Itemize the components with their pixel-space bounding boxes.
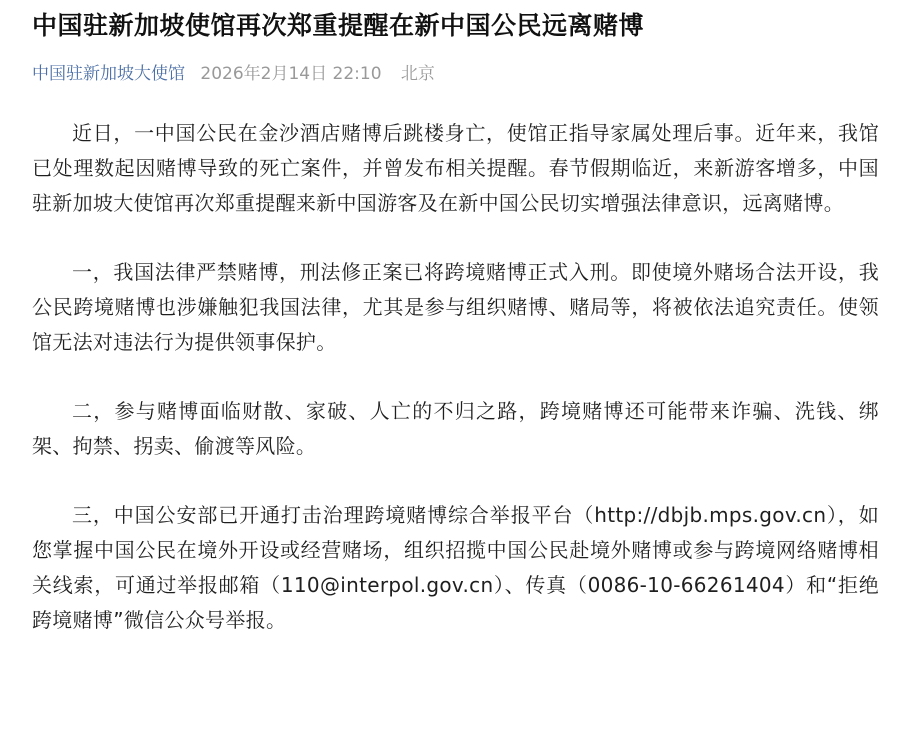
article-body: [32, 116, 879, 638]
article-title: 中国驻新加坡使馆再次郑重提醒在新中国公民远离赌博: [32, 11, 645, 40]
publish-time: 2026年2月14日 22:10: [200, 64, 382, 84]
paragraph-point-3: 三，中国公安部已开通打击治理跨境赌博综合举报平台（http://dbjb.mps.gov.cn），如您掌握中国公民在境外开设或经营赌场，组织招揽中国公民赴境外赌博或参与跨境网络赌博相关线索，可通过举报邮箱（110@interpol.gov.cn）、传真（0086-10-66261404）和“拒绝跨境赌博”微信公众号举报。: [32, 503, 879, 632]
paragraph-point-1: 一，我国法律严禁赌博，刑法修正案已将跨境赌博正式入刑。即使境外赌场合法开设，我公民跨境赌博也涉嫌触犯我国法律，尤其是参与组织赌博、赌局等，将被依法追究责任。使领馆无法对违法行为提供领事保护。: [32, 260, 879, 354]
source-link[interactable]: 中国驻新加坡大使馆: [32, 64, 185, 84]
paragraph-point-2: 二，参与赌博面临财散、家破、人亡的不归之路，跨境赌博还可能带来诈骗、洗钱、绑架、拘禁、拐卖、偷渡等风险。: [32, 399, 879, 458]
publish-location: 北京: [400, 64, 435, 84]
article-meta: [32, 62, 879, 86]
paragraph-intro: 近日，一中国公民在金沙酒店赌博后跳楼身亡，使馆正指导家属处理后事。近年来，我馆已处理数起因赌博导致的死亡案件，并曾发布相关提醒。春节假期临近，来新游客增多，中国驻新加坡大使馆再次郑重提醒来新中国游客及在新中国公民切实增强法律意识，远离赌博。: [32, 121, 879, 215]
